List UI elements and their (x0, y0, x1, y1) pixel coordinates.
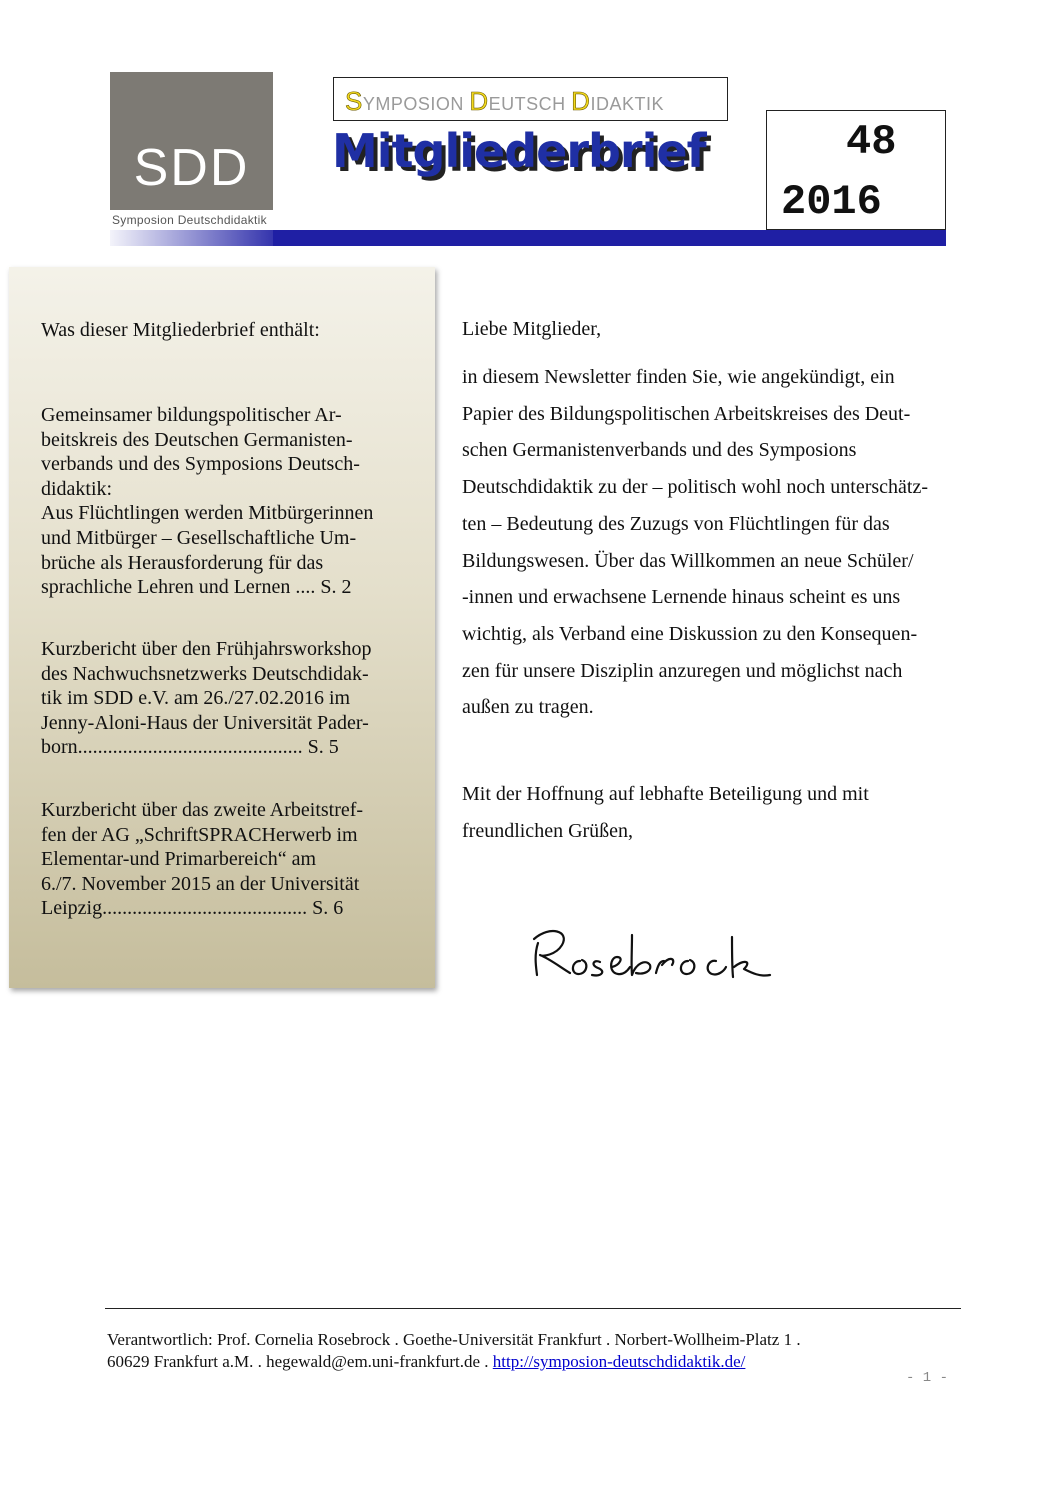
toc-item: Kurzbericht über das zweite Arbeitstref- fen der AG „SchriftSPRACHerwerb im Elementar-und Primarbereich“ am 6./7. November 2015 an der Universität Leipzig......................................... S. 6 (41, 799, 364, 920)
website-link[interactable]: http://symposion-deutschdidaktik.de/ (492, 1352, 746, 1371)
banner-word-2: EUTSCH (488, 94, 572, 114)
symposion-banner (345, 86, 664, 117)
letter-greeting: Liebe Mitglieder, (462, 318, 602, 340)
page-number: - 1 - (906, 1370, 949, 1386)
banner-word-3: IDAKTIK (590, 94, 664, 114)
issue-number: 48 (846, 118, 897, 166)
header-rule (273, 230, 946, 246)
banner-word-1: YMPOSION (362, 94, 470, 114)
logo-caption: Symposion Deutschdidaktik (112, 213, 267, 227)
signature (520, 915, 790, 995)
banner-initial-d2: D (571, 86, 591, 116)
footer-imprint: Verantwortlich: Prof. Cornelia Rosebrock . Goethe-Universität Frankfurt . Norbert-Wollheim-Platz 1 . (107, 1330, 801, 1349)
logo-text: SDD (133, 139, 250, 197)
contents-heading: Was dieser Mitgliederbrief enthält: (41, 319, 320, 341)
letter-closing: Mit der Hoffnung auf lebhafte Beteiligung und mit freundlichen Grüßen, (462, 783, 869, 842)
footer-rule (105, 1308, 961, 1309)
footer-contact (107, 1352, 745, 1372)
sdd-logo (110, 72, 273, 210)
newsletter-title: Mitgliederbrief (332, 124, 706, 178)
toc-item: Kurzbericht über den Frühjahrsworkshop des Nachwuchsnetzwerks Deutschdidak- tik im SDD e.V. am 26./27.02.2016 im Jenny-Aloni-Haus der Universität Pader- born............................................. S. 5 (41, 638, 372, 759)
banner-initial-d1: D (469, 86, 489, 116)
issue-year: 2016 (781, 178, 882, 226)
letter-body: in diesem Newsletter finden Sie, wie angekündigt, ein Papier des Bildungspolitischen Arbeitskreises des Deut- schen Germanistenverbands und des Symposions Deutschdidaktik zu der – politisch wohl noch unterschätz- ten – Bedeutung des Zuzugs von Flüchtlingen für das Bildungswesen. Über das Willkommen an neue Schüler/ -innen und erwachsene Lernende hinaus scheint es uns wichtig, als Verband eine Diskussion zu den Konsequen- zen für unsere Disziplin anzuregen und möglichst nach außen zu tragen. (462, 366, 928, 719)
toc-item: Gemeinsamer bildungspolitischer Ar- beitskreis des Deutschen Germanisten- verbands und des Symposions Deutsch- didaktik: Aus Flüchtlingen werden Mitbürgerinnen und Mitbürger – Gesellschaftliche Um- brüche als Herausforderung für das sprachliche Lehren und Lernen .... S. 2 (41, 404, 374, 599)
banner-initial-s: S (345, 86, 363, 116)
header-rule-left (110, 230, 273, 246)
footer-address: 60629 Frankfurt a.M. . hegewald@em.uni-frankfurt.de . (107, 1352, 493, 1371)
